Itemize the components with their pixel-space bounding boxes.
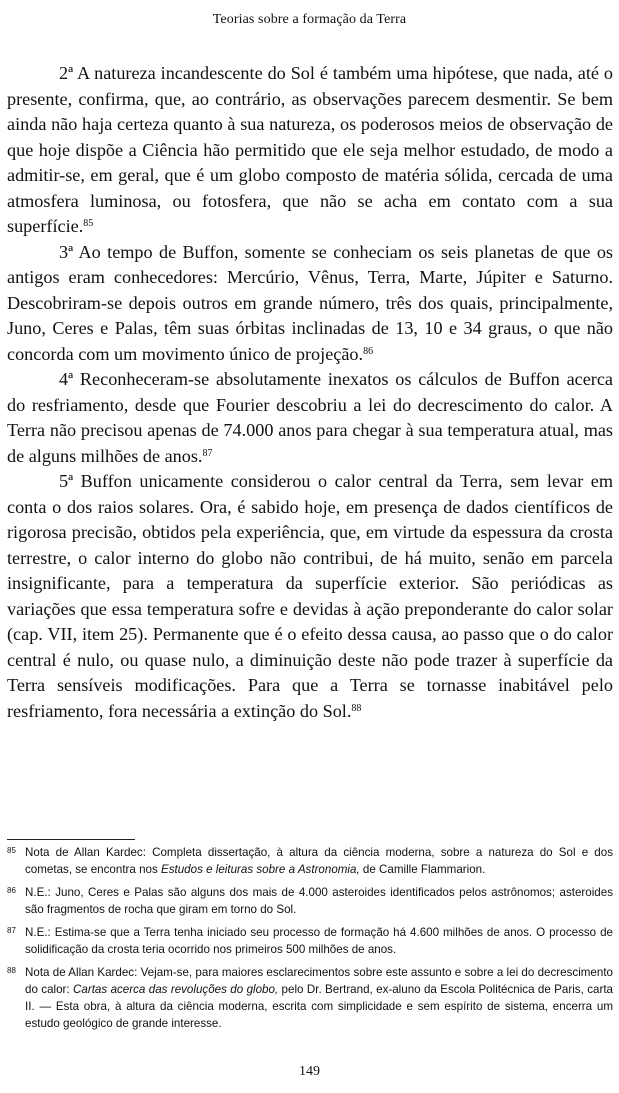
footnote-text xyxy=(25,884,613,918)
paragraph-text: A natureza incandescente do Sol é também uma hipótese, que nada, até o presente, confirma, que, ao contrário, as observações parecem desmentir. Se bem ainda não haja certeza quanto à sua natureza, os poderosos meios de observação de que hoje dispõe a Ciência hão permitido que ele seja melhor estudado, de modo a admitir-se, em geral, que é um globo composto de matéria sólida, cercada de uma atmosfera luminosa, ou fotosfera, que não se acha em contato com a sua superfície. xyxy=(7,63,613,236)
footnote-85 xyxy=(7,844,613,878)
footnote-number: 87 xyxy=(7,926,16,935)
paragraph-2 xyxy=(7,61,613,240)
footnote-text-part: Nota de Allan Kardec: Vejam-se, para maiores esclarecimentos sobre este assunto e sobre a lei do decrescimento do calor: xyxy=(25,966,613,996)
footnote-86 xyxy=(7,884,613,918)
footnote-number: 85 xyxy=(7,846,16,855)
paragraph-ordinal: 3ª xyxy=(59,241,74,262)
footnote-text-part: pelo Dr. Bertrand, ex-aluno da Escola Politécnica de Paris, carta II. — Esta obra, à altura da ciência moderna, escrita com simplicidade e sem espírito de sistema, encerra um estudo geológico de grande interesse. xyxy=(25,983,613,1030)
paragraph-4 xyxy=(7,367,613,469)
footnote-text xyxy=(25,844,613,878)
footnote-ref-85[interactable]: 85 xyxy=(83,218,94,229)
footnote-87 xyxy=(7,924,613,958)
body-text xyxy=(7,61,613,724)
footnote-divider xyxy=(7,839,135,840)
paragraph-ordinal: 4ª xyxy=(59,369,74,389)
footnote-88 xyxy=(7,964,613,1032)
footnote-number: 88 xyxy=(7,966,16,975)
paragraph-text: Reconheceram-se absolutamente inexatos os cálculos de Buffon acerca do resfriamento, desde que Fourier descobriu a lei do decrescimento do calor. A Terra não precisou apenas de 74.000 anos para chegar à sua temperatura atual, mas de alguns milhões de anos. xyxy=(7,369,613,466)
footnote-text xyxy=(25,924,613,958)
paragraph-text: Buffon unicamente considerou o calor central da Terra, sem levar em conta o dos raios solares. Ora, é sabido hoje, em presença de dados científicos de rigorosa precisão, obtidos pela experiência, que, em virtude da espessura da crosta terrestre, o calor interno do globo não contribui, de há muito, senão em parcela insignificante, para a temperatura da superfície exterior. São periódicas as variações que essa temperatura sofre e devidas à ação preponderante do calor solar (cap. VII, item 25). Permanente que é o efeito dessa causa, ao passo que o do calor central é nulo, ou quase nulo, a diminuição deste não pode trazer à superfície da Terra sensíveis modificações. Para que a Terra se tornasse inabitável pelo resfriamento, fora necessária a extinção do Sol. xyxy=(7,471,613,721)
paragraph-5 xyxy=(7,469,613,724)
footnote-ref-86[interactable]: 86 xyxy=(363,345,374,357)
footnote-number: 86 xyxy=(7,886,16,895)
footnote-ref-87[interactable]: 87 xyxy=(202,447,213,459)
footnote-text-part: N.E.: Estima-se que a Terra tenha iniciado seu processo de formação há 4.600 milhões de anos. O processo de solidificação da crosta teria ocorrido nos primeiros 500 milhões de anos. xyxy=(25,926,613,956)
footnote-text-part: Nota de Allan Kardec: Completa dissertação, à altura da ciência moderna, sobre a natureza do Sol e dos cometas, se encontra nos xyxy=(25,846,613,876)
footnote-text xyxy=(25,964,613,1032)
footnote-text-part: N.E.: Juno, Ceres e Palas são alguns dos mais de 4.000 asteroides identificados pelos astrônomos; asteroides são fragmentos de rocha que giram em torno do Sol. xyxy=(25,886,613,916)
paragraph-ordinal: 5ª xyxy=(59,471,74,491)
paragraph-text: Ao tempo de Buffon, somente se conheciam os seis planetas de que os antigos eram conhecedores: Mercúrio, Vênus, Terra, Marte, Júpiter e Saturno. Descobriram-se depois outros em grande número, três dos quais, principalmente, Juno, Ceres e Palas, têm suas órbitas inclinadas de 13, 10 e 34 graus, o que não concorda com um movimento único de projeção. xyxy=(7,241,613,364)
footnote-title: Estudos e leituras sobre a Astronomia, xyxy=(160,863,360,876)
footnote-title: Cartas acerca das revoluções do globo, xyxy=(73,983,279,996)
running-head: Teorias sobre a formação da Terra xyxy=(212,12,407,27)
paragraph-ordinal: 2ª xyxy=(59,63,74,83)
footnote-text-part: de Camille Flammarion. xyxy=(359,863,486,876)
paragraph-3 xyxy=(7,240,613,368)
page-number: 149 xyxy=(299,1064,320,1079)
footnote-ref-88[interactable]: 88 xyxy=(351,702,362,714)
footnotes xyxy=(7,844,613,1038)
